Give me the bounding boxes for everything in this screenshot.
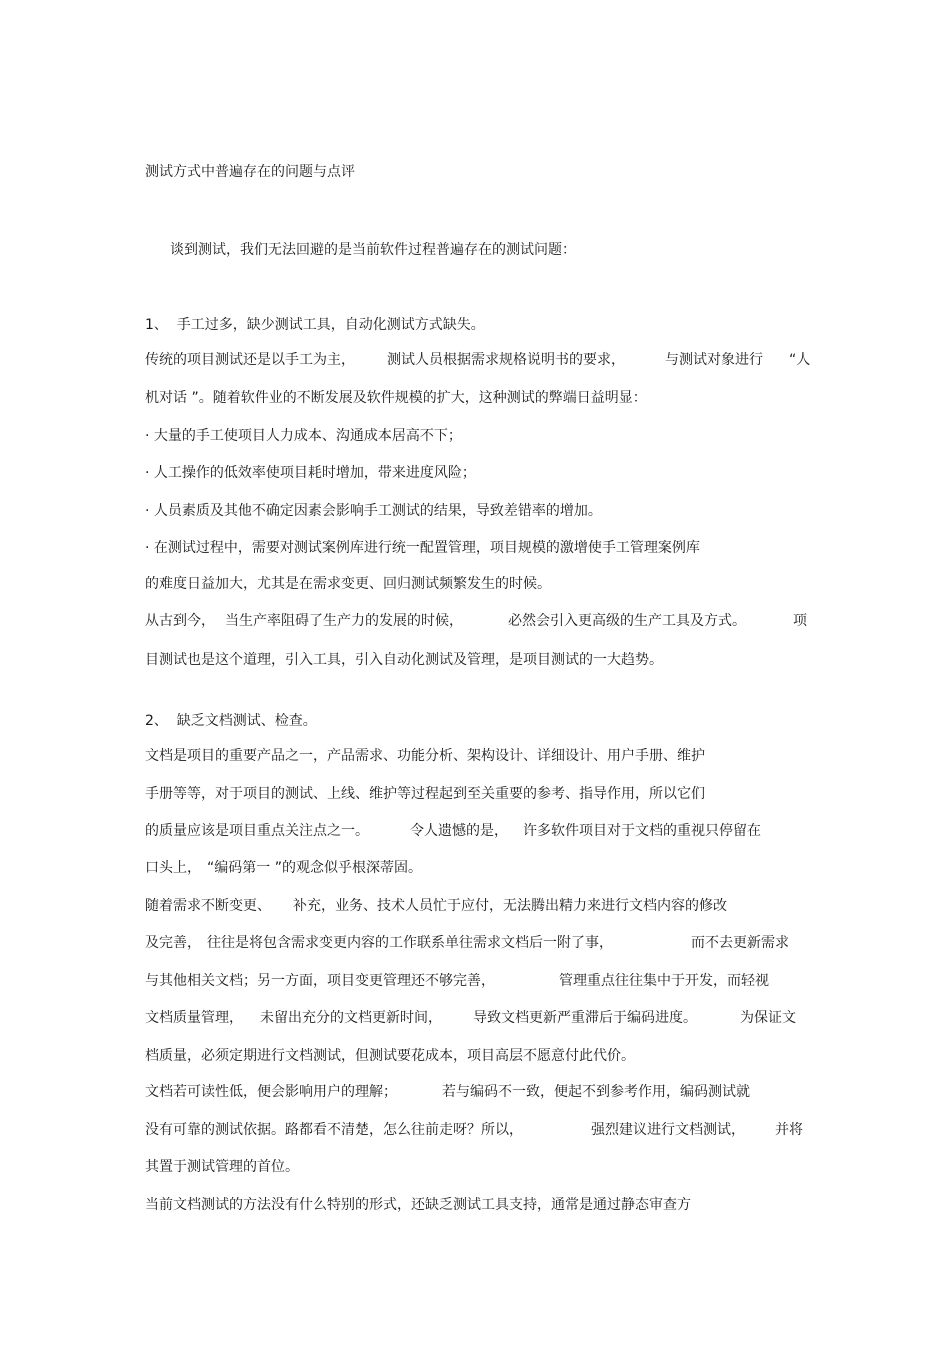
text-segment: 并将 [775, 1122, 803, 1138]
text-segment: 未留出充分的文档更新时间， [260, 1010, 442, 1026]
text-segment: “人 [789, 352, 811, 368]
text-segment: 必然会引入更高级的生产工具及方式。 [508, 613, 746, 629]
text-segment: 强烈建议进行文档测试， [591, 1122, 745, 1138]
text-segment: 许多软件项目对于文档的重视只停留在 [523, 823, 761, 839]
text-segment: 导致文档更新严重滞后于编码进度。 [473, 1010, 697, 1026]
text-segment: 而不去更新需求 [691, 935, 789, 951]
section1-heading: 1、 手工过多，缺少测试工具，自动化测试方式缺失。 [145, 317, 485, 333]
section2-line [145, 1082, 807, 1102]
section2-line [145, 858, 807, 878]
text-segment: 随着需求不断变更、 [145, 898, 271, 914]
text-segment: 若与编码不一致，便起不到参考作用，编码测试就 [442, 1084, 750, 1100]
text-segment: 与测试对象进行 [665, 352, 763, 368]
text-segment: 与其他相关文档；另一方面，项目变更管理还不够完善， [145, 973, 495, 989]
text-segment: 项 [793, 613, 807, 629]
bullet-item-continuation: 的难度日益加大，尤其是在需求变更、回归测试频繁发生的时候。 [145, 576, 551, 592]
section2-line: 当前文档测试的方法没有什么特别的形式，还缺乏测试工具支持，通常是通过静态审查方 [145, 1197, 691, 1213]
section2-line [145, 821, 807, 841]
section2-line [145, 971, 807, 991]
section2-line [145, 933, 807, 953]
text-segment: 及完善， [145, 935, 201, 951]
text-segment: 文档若可读性低，便会影响用户的理解； [145, 1084, 397, 1100]
section2-line: 手册等等，对于项目的测试、上线、维护等过程起到至关重要的参考、指导作用，所以它们 [145, 786, 705, 802]
text-segment: 当生产率阻碍了生产力的发展的时候， [225, 613, 463, 629]
section2-line: 档质量，必须定期进行文档测试，但测试要花成本，项目高层不愿意付此代价。 [145, 1048, 635, 1064]
text-segment: 没有可靠的测试依据。路都看不清楚，怎么往前走呀？所以， [145, 1122, 523, 1138]
section2-line: 文档是项目的重要产品之一，产品需求、功能分析、架构设计、详细设计、用户手册、维护 [145, 748, 705, 764]
bullet-item: · 大量的手工使项目人力成本、沟通成本居高不下； [145, 428, 462, 444]
intro-paragraph: 谈到测试，我们无法回避的是当前软件过程普遍存在的测试问题： [170, 242, 576, 258]
text-segment: 令人遗憾的是， [410, 823, 508, 839]
text-segment: 补充，业务、技术人员忙于应付，无法腾出精力来进行文档内容的修改 [293, 898, 727, 914]
text-segment: 为保证文 [740, 1010, 796, 1026]
text-segment: “编码第一 ”的观念似乎根深蒂固。 [207, 860, 422, 876]
section1-para2-line2: 目测试也是这个道理，引入工具，引入自动化测试及管理，是项目测试的一大趋势。 [145, 652, 663, 668]
bullet-item: · 人员素质及其他不确定因素会影响手工测试的结果，导致差错率的增加。 [145, 503, 602, 519]
text-segment: 传统的项目测试还是以手工为主， [145, 352, 355, 368]
section2-line [145, 1008, 807, 1028]
text-segment: 的质量应该是项目重点关注点之一。 [145, 823, 369, 839]
bullet-item: · 人工操作的低效率使项目耗时增加，带来进度风险； [145, 465, 476, 481]
section2-line [145, 1120, 807, 1140]
text-segment: 文档质量管理， [145, 1010, 243, 1026]
text-segment: 往往是将包含需求变更内容的工作联系单往需求文档后一附了事， [207, 935, 613, 951]
section2-line [145, 896, 807, 916]
section1-para1-line1 [145, 350, 811, 370]
section2-heading: 2、 缺乏文档测试、检查。 [145, 713, 317, 729]
text-segment: 管理重点往往集中于开发，而轻视 [559, 973, 769, 989]
text-segment: 口头上， [145, 860, 201, 876]
bullet-item: · 在测试过程中，需要对测试案例库进行统一配置管理，项目规模的激增使手工管理案例库 [145, 540, 700, 556]
text-segment: 测试人员根据需求规格说明书的要求， [387, 352, 625, 368]
section1-para1-line2: 机对话 ”。随着软件业的不断发展及软件规模的扩大，这种测试的弊端日益明显： [145, 390, 647, 406]
section1-para2-line1 [145, 611, 807, 631]
text-segment: 从古到今， [145, 613, 215, 629]
section2-line: 其置于测试管理的首位。 [145, 1159, 299, 1175]
page-title: 测试方式中普遍存在的问题与点评 [145, 164, 355, 180]
